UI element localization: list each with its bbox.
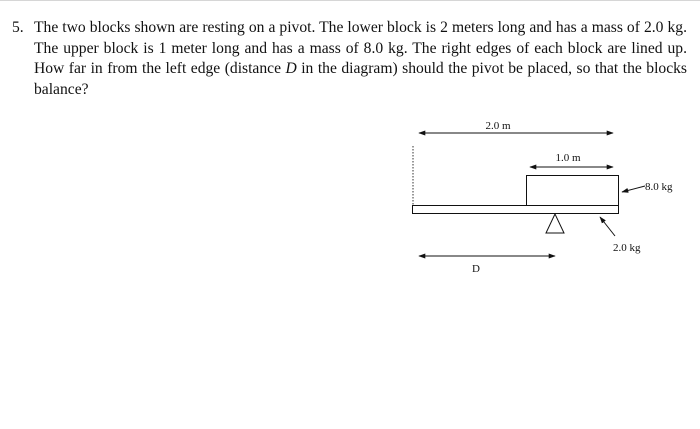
lower-length-label: 2.0 m [485, 120, 511, 132]
distance-label: D [472, 263, 480, 275]
upper-block [527, 176, 619, 206]
lower-block [413, 206, 619, 214]
question-text-part-2: in the diagram) should the pivot be placed, so that the blocks balance? [34, 60, 687, 98]
lower-mass-label: 2.0 kg [613, 242, 641, 254]
lower-mass-pointer [600, 217, 615, 236]
question-text-part-1: The two blocks shown are resting on a pivot. The lower block is 2 meters long and has a mass of 2.0 kg. The upper block is 1 meter long and has a mass of 8.0 kg. The right edges of each block are lined up. How far in from the left edge (distance [34, 19, 687, 77]
question-number: 5. [12, 19, 24, 36]
upper-mass-label: 8.0 kg [645, 181, 673, 193]
upper-length-label: 1.0 m [555, 152, 581, 164]
pivot-triangle [546, 214, 564, 233]
question-variable: D [285, 60, 297, 77]
upper-mass-pointer [622, 186, 645, 192]
